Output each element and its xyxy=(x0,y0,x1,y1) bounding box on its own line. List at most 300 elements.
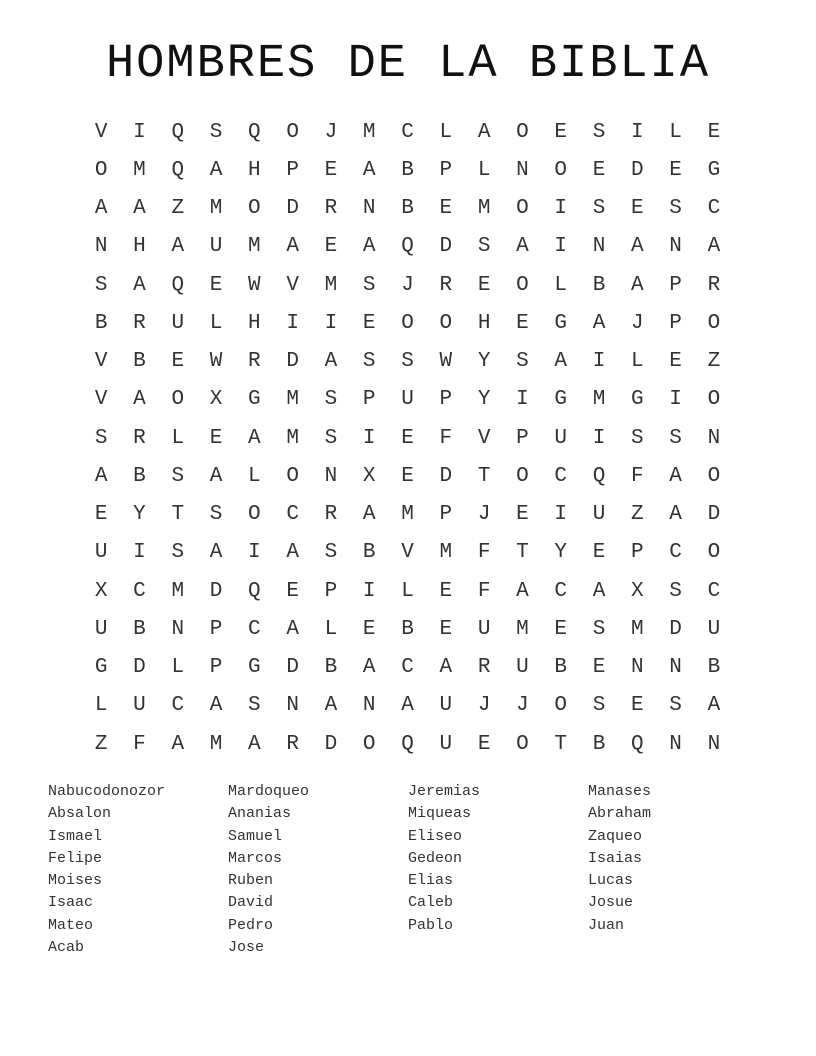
grid-letter: A xyxy=(248,426,261,450)
grid-letter: C xyxy=(248,617,261,641)
grid-letter: O xyxy=(707,464,721,488)
grid-letter: J xyxy=(477,694,491,718)
grid-letter: J xyxy=(477,503,491,527)
grid-letter: E xyxy=(631,694,644,718)
grid-letter: Y xyxy=(477,350,491,374)
grid-letter: H xyxy=(477,311,491,335)
grid-letter: A xyxy=(248,732,261,756)
grid-letter: S xyxy=(669,197,682,221)
grid-letter: D xyxy=(209,579,223,603)
grid-letter: A xyxy=(477,120,491,144)
grid-letter: L xyxy=(171,656,185,680)
grid-letter: Y xyxy=(133,503,146,527)
grid-letter: A xyxy=(209,464,223,488)
word-list-item: Moises xyxy=(48,872,103,890)
grid-letter: T xyxy=(477,464,491,488)
grid-letter: L xyxy=(631,350,644,374)
word-list-item: Pablo xyxy=(408,916,454,934)
grid-letter: A xyxy=(286,541,299,565)
grid-letter: A xyxy=(286,235,299,259)
grid-letter: U xyxy=(516,656,529,680)
grid-letter: E xyxy=(707,120,721,144)
grid-letter: O xyxy=(248,503,261,527)
grid-letter: A xyxy=(171,732,185,756)
grid-letter: F xyxy=(439,426,453,450)
grid-letter: A xyxy=(554,350,568,374)
grid-letter: V xyxy=(401,541,414,565)
grid-letter: Z xyxy=(707,350,721,374)
word-column xyxy=(588,781,768,959)
grid-letter: Q xyxy=(171,120,185,144)
grid-letter: B xyxy=(324,656,338,680)
grid-letter: M xyxy=(133,158,146,182)
grid-letter: S xyxy=(94,273,108,297)
grid-letter: X xyxy=(94,579,108,603)
grid-letter: E xyxy=(209,426,223,450)
grid-letter: P xyxy=(439,388,453,412)
grid-letter: A xyxy=(401,694,414,718)
grid-row xyxy=(82,190,734,228)
grid-letter: M xyxy=(171,579,185,603)
grid-letter: M xyxy=(248,235,261,259)
grid-letter: R xyxy=(439,273,453,297)
grid-letter: B xyxy=(592,273,606,297)
grid-letter: S xyxy=(516,350,529,374)
grid-letter: E xyxy=(439,617,453,641)
word-list-item: Mateo xyxy=(48,916,94,934)
grid-letter: C xyxy=(171,694,185,718)
grid-letter: A xyxy=(362,656,376,680)
grid-letter: B xyxy=(592,732,606,756)
grid-letter: P xyxy=(286,158,299,182)
grid-letter: C xyxy=(707,579,721,603)
grid-letter: P xyxy=(669,273,682,297)
grid-letter: M xyxy=(401,503,414,527)
grid-letter: E xyxy=(554,120,568,144)
grid-row xyxy=(82,725,734,763)
word-list-item: Ananias xyxy=(228,805,292,823)
grid-letter: E xyxy=(439,579,453,603)
grid-letter: U xyxy=(133,694,146,718)
grid-letter: R xyxy=(324,197,338,221)
grid-letter: I xyxy=(248,541,261,565)
grid-letter: Q xyxy=(401,235,414,259)
grid-letter: D xyxy=(286,350,299,374)
grid-letter: O xyxy=(286,464,299,488)
grid-letter: N xyxy=(362,694,376,718)
word-list-item: Zaqueo xyxy=(588,827,643,845)
grid-letter: G xyxy=(707,158,721,182)
grid-letter: E xyxy=(209,273,223,297)
grid-letter: E xyxy=(362,617,376,641)
grid-letter: Q xyxy=(248,579,261,603)
grid-letter: Q xyxy=(248,120,261,144)
grid-letter: L xyxy=(669,120,682,144)
grid-letter: X xyxy=(209,388,223,412)
grid-letter: Q xyxy=(401,732,414,756)
grid-letter: L xyxy=(439,120,453,144)
grid-letter: O xyxy=(171,388,185,412)
grid-letter: J xyxy=(324,120,338,144)
grid-letter: L xyxy=(94,694,108,718)
word-list-item: Samuel xyxy=(228,827,283,845)
grid-letter: U xyxy=(439,694,453,718)
word-list-item: Jose xyxy=(228,939,265,957)
grid-letter: N xyxy=(669,732,682,756)
grid-letter: E xyxy=(324,235,338,259)
grid-letter: Y xyxy=(477,388,491,412)
grid-letter: M xyxy=(631,617,644,641)
grid-letter: I xyxy=(592,350,606,374)
grid-letter: A xyxy=(209,158,223,182)
grid-letter: J xyxy=(401,273,414,297)
grid-letter: Q xyxy=(171,158,185,182)
grid-letter: B xyxy=(94,311,108,335)
grid-letter: A xyxy=(707,235,721,259)
grid-letter: A xyxy=(94,197,108,221)
grid-letter: J xyxy=(631,311,644,335)
grid-letter: A xyxy=(324,694,338,718)
grid-letter: O xyxy=(707,541,721,565)
grid-letter: W xyxy=(439,350,453,374)
grid-letter: B xyxy=(707,656,721,680)
grid-letter: O xyxy=(94,158,108,182)
grid-letter: V xyxy=(286,273,299,297)
grid-letter: M xyxy=(477,197,491,221)
grid-letter: U xyxy=(477,617,491,641)
grid-letter: A xyxy=(669,503,682,527)
word-list xyxy=(48,781,768,959)
word-list-item: Jeremias xyxy=(408,783,481,800)
grid-letter: D xyxy=(439,235,453,259)
word-list-item: Manases xyxy=(588,783,652,800)
grid-letter: S xyxy=(401,350,414,374)
grid-letter: A xyxy=(324,350,338,374)
word-column xyxy=(228,781,408,959)
grid-letter: L xyxy=(171,426,185,450)
grid-letter: B xyxy=(362,541,376,565)
grid-letter: H xyxy=(248,158,261,182)
grid-letter: E xyxy=(592,656,606,680)
grid-letter: E xyxy=(592,158,606,182)
grid-letter: Z xyxy=(631,503,644,527)
grid-letter: P xyxy=(209,617,223,641)
grid-letter: Q xyxy=(171,273,185,297)
word-list-item: Pedro xyxy=(228,916,274,934)
grid-letter: X xyxy=(631,579,644,603)
word-list-item: Ruben xyxy=(228,872,274,890)
grid-letter: S xyxy=(669,579,682,603)
grid-letter: M xyxy=(516,617,529,641)
grid-letter: P xyxy=(439,503,453,527)
grid-letter: Q xyxy=(631,732,644,756)
grid-letter: U xyxy=(592,503,606,527)
grid-letter: L xyxy=(477,158,491,182)
grid-letter: S xyxy=(592,617,606,641)
grid-letter: O xyxy=(554,694,568,718)
grid-letter: S xyxy=(94,426,108,450)
grid-letter: S xyxy=(592,694,606,718)
grid-letter: N xyxy=(171,617,185,641)
grid-row xyxy=(82,343,734,381)
word-list-item: Ismael xyxy=(48,827,103,845)
grid-letter: A xyxy=(286,617,299,641)
grid-letter: E xyxy=(669,158,682,182)
grid-letter: R xyxy=(286,732,299,756)
grid-letter: E xyxy=(362,311,376,335)
grid-letter: U xyxy=(707,617,721,641)
word-list-item: Abraham xyxy=(588,805,652,823)
grid-letter: G xyxy=(554,311,568,335)
grid-letter: F xyxy=(477,541,491,565)
grid-letter: R xyxy=(324,503,338,527)
grid-letter: W xyxy=(248,273,261,297)
grid-letter: A xyxy=(133,197,146,221)
grid-letter: U xyxy=(401,388,414,412)
grid-letter: N xyxy=(324,464,338,488)
grid-letter: B xyxy=(133,350,146,374)
grid-letter: F xyxy=(133,732,146,756)
grid-letter: B xyxy=(401,158,414,182)
grid-letter: I xyxy=(554,235,568,259)
word-list-item: Isaias xyxy=(588,849,643,867)
grid-letter: N xyxy=(362,197,376,221)
grid-letter: S xyxy=(669,426,682,450)
grid-letter: J xyxy=(516,694,529,718)
grid-letter: A xyxy=(209,541,223,565)
grid-letter: I xyxy=(133,541,146,565)
grid-row xyxy=(82,151,734,189)
grid-letter: L xyxy=(248,464,261,488)
grid-letter: P xyxy=(324,579,338,603)
grid-letter: Z xyxy=(171,197,185,221)
grid-letter: Y xyxy=(554,541,568,565)
grid-letter: D xyxy=(707,503,721,527)
grid-letter: C xyxy=(554,579,568,603)
grid-letter: S xyxy=(592,120,606,144)
grid-letter: S xyxy=(362,273,376,297)
grid-letter: C xyxy=(401,120,414,144)
grid-letter: S xyxy=(669,694,682,718)
grid-letter: O xyxy=(554,158,568,182)
grid-letter: M xyxy=(286,426,299,450)
grid-letter: I xyxy=(554,197,568,221)
grid-letter: C xyxy=(554,464,568,488)
grid-letter: S xyxy=(362,350,376,374)
grid-row xyxy=(82,266,734,304)
word-column xyxy=(408,781,588,959)
grid-letter: Z xyxy=(94,732,108,756)
grid-letter: S xyxy=(477,235,491,259)
grid-letter: O xyxy=(401,311,414,335)
word-list-item: Josue xyxy=(588,894,634,912)
grid-letter: B xyxy=(133,464,146,488)
grid-letter: R xyxy=(707,273,721,297)
grid-letter: E xyxy=(592,541,606,565)
grid-letter: I xyxy=(516,388,529,412)
grid-letter: A xyxy=(133,388,146,412)
grid-letter: B xyxy=(401,617,414,641)
grid-letter: N xyxy=(94,235,108,259)
grid-letter: C xyxy=(133,579,146,603)
grid-letter: G xyxy=(631,388,644,412)
grid-letter: N xyxy=(707,426,721,450)
grid-letter: E xyxy=(477,732,491,756)
grid-letter: I xyxy=(592,426,606,450)
grid-letter: M xyxy=(286,388,299,412)
grid-letter: R xyxy=(248,350,261,374)
grid-letter: O xyxy=(516,464,529,488)
grid-letter: R xyxy=(477,656,491,680)
grid-letter: S xyxy=(209,503,223,527)
grid-letter: O xyxy=(516,197,529,221)
grid-letter: U xyxy=(439,732,453,756)
grid-letter: O xyxy=(362,732,376,756)
grid-letter: E xyxy=(171,350,185,374)
grid-letter: P xyxy=(631,541,644,565)
grid-letter: E xyxy=(516,503,529,527)
grid-letter: G xyxy=(94,656,108,680)
grid-letter: C xyxy=(401,656,414,680)
grid-letter: A xyxy=(133,273,146,297)
grid-letter: A xyxy=(631,273,644,297)
word-column xyxy=(48,781,228,959)
grid-letter: A xyxy=(707,694,721,718)
grid-letter: Q xyxy=(592,464,606,488)
grid-letter: H xyxy=(248,311,261,335)
grid-letter: U xyxy=(209,235,223,259)
grid-letter: N xyxy=(286,694,299,718)
word-list-item: Elias xyxy=(408,872,454,890)
page-title: HOMBRES DE LA BIBLIA xyxy=(105,38,711,91)
grid-letter: R xyxy=(133,311,146,335)
grid-letter: U xyxy=(171,311,185,335)
grid-letter: E xyxy=(631,197,644,221)
grid-letter: P xyxy=(439,158,453,182)
grid-letter: O xyxy=(707,388,721,412)
grid-letter: E xyxy=(401,464,414,488)
grid-letter: C xyxy=(286,503,299,527)
grid-letter: C xyxy=(669,541,682,565)
grid-letter: E xyxy=(94,503,108,527)
word-list-item: Mardoqueo xyxy=(228,783,310,800)
grid-letter: I xyxy=(669,388,682,412)
grid-letter: A xyxy=(209,694,223,718)
grid-letter: O xyxy=(707,311,721,335)
grid-letter: E xyxy=(401,426,414,450)
grid-row xyxy=(82,381,734,419)
grid-letter: S xyxy=(324,426,338,450)
grid-letter: S xyxy=(592,197,606,221)
word-list-item: Caleb xyxy=(408,894,454,912)
grid-letter: S xyxy=(171,541,185,565)
grid-letter: F xyxy=(631,464,644,488)
word-list-item: Isaac xyxy=(48,894,94,912)
grid-letter: O xyxy=(516,273,529,297)
grid-row xyxy=(82,496,734,534)
grid-letter: I xyxy=(362,426,376,450)
grid-letter: P xyxy=(516,426,529,450)
grid-row xyxy=(82,610,734,648)
grid-letter: O xyxy=(439,311,453,335)
grid-letter: S xyxy=(171,464,185,488)
grid-letter: N xyxy=(631,656,644,680)
grid-letter: A xyxy=(592,311,606,335)
grid-letter: D xyxy=(286,656,299,680)
grid-letter: E xyxy=(554,617,568,641)
grid-letter: N xyxy=(707,732,721,756)
grid-letter: M xyxy=(324,273,338,297)
grid-letter: G xyxy=(554,388,568,412)
word-list-item: Lucas xyxy=(588,872,634,890)
grid-letter: V xyxy=(94,388,108,412)
grid-letter: P xyxy=(669,311,682,335)
grid-letter: N xyxy=(669,235,682,259)
grid-letter: L xyxy=(554,273,568,297)
grid-letter: A xyxy=(94,464,108,488)
grid-letter: I xyxy=(133,120,146,144)
grid-letter: S xyxy=(209,120,223,144)
grid-letter: M xyxy=(439,541,453,565)
grid-letter: A xyxy=(631,235,644,259)
grid-letter: P xyxy=(209,656,223,680)
grid-letter: S xyxy=(324,541,338,565)
grid-letter: M xyxy=(209,197,223,221)
grid-letter: E xyxy=(477,273,491,297)
grid-letter: D xyxy=(324,732,338,756)
word-list-item: Acab xyxy=(48,939,85,957)
grid-letter: G xyxy=(248,388,261,412)
grid-letter: T xyxy=(171,503,185,527)
word-list-item: Nabucodonozor xyxy=(48,783,166,800)
grid-letter: P xyxy=(362,388,376,412)
grid-letter: I xyxy=(324,311,338,335)
grid-letter: I xyxy=(362,579,376,603)
grid-letter: I xyxy=(286,311,299,335)
word-list-item: Felipe xyxy=(48,849,103,867)
grid-letter: A xyxy=(171,235,185,259)
grid-letter: U xyxy=(94,541,108,565)
grid-letter: U xyxy=(554,426,568,450)
grid-letter: G xyxy=(248,656,261,680)
grid-letter: V xyxy=(94,120,108,144)
grid-letter: E xyxy=(669,350,682,374)
word-list-item: Juan xyxy=(588,916,625,934)
grid-letter: E xyxy=(324,158,338,182)
grid-letter: X xyxy=(362,464,376,488)
grid-letter: R xyxy=(133,426,146,450)
grid-letter: V xyxy=(477,426,491,450)
letter-grid xyxy=(82,113,734,763)
grid-letter: A xyxy=(516,235,529,259)
grid-row xyxy=(82,534,734,572)
grid-letter: A xyxy=(362,235,376,259)
grid-letter: N xyxy=(516,158,529,182)
grid-letter: B xyxy=(554,656,568,680)
grid-letter: O xyxy=(516,732,529,756)
word-list-item: Absalon xyxy=(48,805,112,823)
grid-row xyxy=(82,228,734,266)
grid-letter: A xyxy=(362,503,376,527)
grid-letter: S xyxy=(631,426,644,450)
grid-letter: A xyxy=(592,579,606,603)
grid-letter: O xyxy=(516,120,529,144)
grid-letter: T xyxy=(554,732,568,756)
word-list-item: David xyxy=(228,894,274,912)
grid-letter: H xyxy=(133,235,146,259)
grid-row xyxy=(82,419,734,457)
grid-letter: A xyxy=(516,579,529,603)
